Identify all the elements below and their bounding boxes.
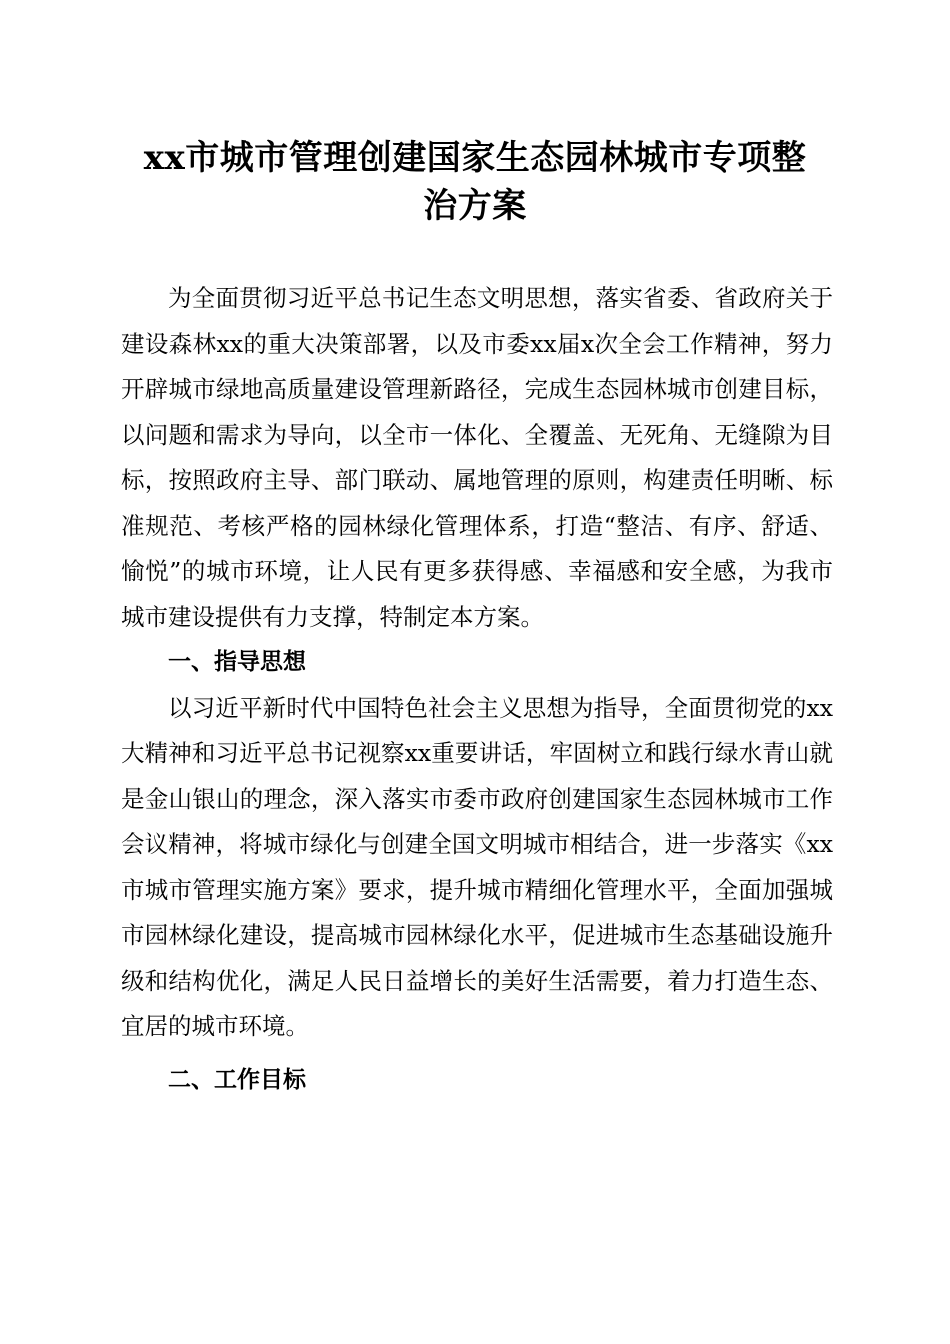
title-line-1: xx市城市管理创建国家生态园林城市专项整 (143, 138, 807, 178)
guiding-ideology-paragraph: 以习近平新时代中国特色社会主义思想为指导，全面贯彻党的xx大精神和习近平总书记视察xx重要讲话，牢固树立和践行绿水青山就是金山银山的理念，深入落实市委市政府创建国家生态园林城市工作会议精神，将城市绿化与创建全国文明城市相结合，进一步落实《xx市城市管理实施方案》要求，提升城市精细化管理水平，全面加强城市园林绿化建设，提高城市园林绿化水平，促进城市生态基础设施升级和结构优化，满足人民日益增长的美好生活需要，着力打造生态、宜居的城市环境。 (121, 693, 833, 1040)
section-heading-work-goals: 二、工作目标 (168, 1066, 306, 1093)
section-heading-guiding-ideology: 一、指导思想 (168, 649, 306, 675)
intro-paragraph: 为全面贯彻习近平总书记生态文明思想，落实省委、省政府关于建设森林xx的重大决策部署，以及市委xx届x次全会工作精神，努力开辟城市绿地高质量建设管理新路径，完成生态园林城市创建目标，以问题和需求为导向，以全市一体化、全覆盖、无死角、无缝隙为目标，按照政府主导、部门联动、属地管理的原则，构建责任明晰、标准规范、考核严格的园林绿化管理体系，打造“整洁、有序、舒适、愉悦”的城市环境，让人民有更多获得感、幸福感和安全感，为我市城市建设提供有力支撑，特制定本方案。 (121, 284, 833, 631)
document-body (121, 276, 833, 1103)
document-title (100, 134, 850, 230)
title-line-2: 治方案 (423, 186, 527, 226)
